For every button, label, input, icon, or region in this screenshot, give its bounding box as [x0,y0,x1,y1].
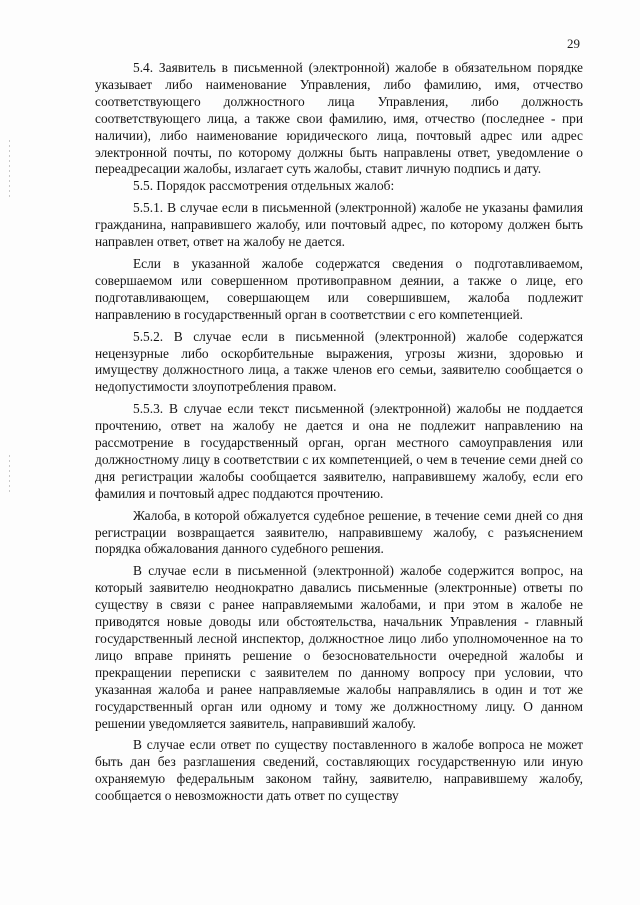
paragraph-5-5: 5.5. Порядок рассмотрения отдельных жалоб: [133,178,395,194]
paragraph-5-5-2: 5.5.2. В случае если в письменной (электронной) жалобе содержатся нецензурные либо оскорбительные выражения, угрозы жизни, здоровью и имуществу должностного лица, а также членов его семьи, заявителю сообщается о недопустимости злоупотребления правом. [95,328,583,395]
paragraph-5-5-1: 5.5.1. В случае если в письменной (электронной) жалобе не указаны фамилия гражданина, направившего жалобу, или почтовый адрес, по которому должен быть направлен ответ, ответ на жалобу не дается. [95,200,583,250]
document-body [95,60,583,805]
paragraph-repeated-complaint: В случае если в письменной (электронной) жалобе содержится вопрос, на который заявителю неоднократно давались письменные (электронные) ответы по существу в связи с ранее направляемыми жалобами, и при этом в жалобе не приводятся новые доводы или обстоятельства, начальник Управления - главный государственный лесной инспектор, должностное лицо либо уполномоченное на то лицо вправе принять решение о безосновательности очередной жалобы и прекращении переписки с заявителем по данному вопросу при условии, что указанная жалоба и ранее направляемые жалобы направлялись в один и тот же государственный орган или одному и тому же должностному лицу. О данном решении уведомляется заявитель, направивший жалобу. [95,563,583,731]
paragraph-5-5-3: 5.5.3. В случае если текст письменной (электронной) жалобы не поддается прочтению, ответ на жалобу не дается и она не подлежит направлению на рассмотрение в государственный орган, орган местного самоуправления или должностному лицу в соответствии с их компетенцией, о чем в течение семи дней со дня регистрации жалобы сообщается заявителю, направившему жалобу, если его фамилия и почтовый адрес поддаются прочтению. [95,401,583,501]
paragraph-court-decision: Жалоба, в которой обжалуется судебное решение, в течение семи дней со дня регистрации возвращается заявителю, направившему жалобу, с разъяснением порядка обжалования данного судебного решения. [95,507,583,557]
binding-edge-mark [9,455,10,495]
paragraph-secret-information: В случае если ответ по существу поставленного в жалобе вопроса не может быть дан без разглашения сведений, составляющих государственную или иную охраняемую федеральным законом тайну, заявителю, направившему жалобу, сообщается о невозможности дать ответ по существу [95,737,583,804]
paragraph-5-5-1-continued: Если в указанной жалобе содержатся сведения о подготавливаемом, совершаемом или совершенном противоправном деянии, а также о лице, его подготавливающем, совершающем или совершившем, жалоба подлежит направлению в государственный орган в соответствии с его компетенцией. [95,255,583,322]
paragraph-5-4: 5.4. Заявитель в письменной (электронной) жалобе в обязательном порядке указывает либо наименование Управления, либо фамилию, имя, отчество соответствующего должностного лица Управления, либо должность соответствующего лица, а также свои фамилию, имя, отчество (последнее - при наличии), либо наименование юридического лица, почтовый адрес или адрес электронной почты, по которому должны быть направлены ответ, уведомление о переадресации жалобы, излагает суть жалобы, ставит личную подпись и дату. [95,60,583,177]
binding-edge-mark [9,140,10,200]
page-number: 29 [567,36,580,51]
